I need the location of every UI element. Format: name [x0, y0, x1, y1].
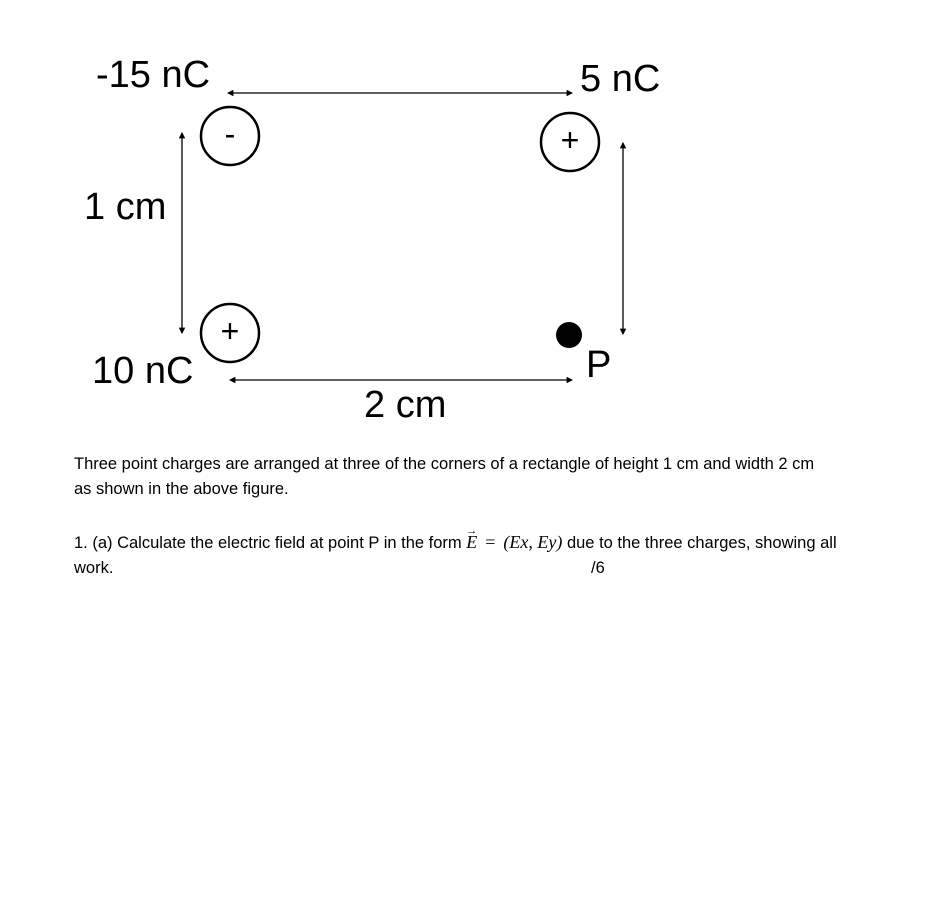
charge-label-bottom-left: 10 nC: [92, 350, 194, 392]
marks-label: /6: [591, 559, 605, 577]
question-after: due to the three charges, showing all work.: [74, 534, 837, 577]
height-label: 1 cm: [84, 186, 167, 228]
point-p-label: P: [586, 344, 612, 386]
e-field-symbol: → E: [466, 530, 477, 555]
charge-label-top-left: -15 nC: [96, 54, 211, 96]
point-p-dot: [556, 322, 582, 348]
question-text: [74, 530, 874, 581]
equals-sign: =: [485, 532, 496, 552]
width-label: 2 cm: [364, 384, 447, 426]
charge-sign-bottom-left: +: [220, 313, 240, 349]
charge-diagram: [0, 0, 950, 440]
question-before: 1. (a) Calculate the electric field at point P in the form: [74, 534, 462, 552]
charge-sign-top-left: -: [224, 116, 236, 152]
intro-text: Three point charges are arranged at three of the corners of a rectangle of height 1 cm and width 2 cm as shown in the above figure.: [74, 455, 815, 498]
charge-label-top-right: 5 nC: [580, 58, 661, 100]
field-components: (Ex, Ey): [503, 532, 563, 552]
charge-sign-top-right: +: [560, 122, 580, 158]
